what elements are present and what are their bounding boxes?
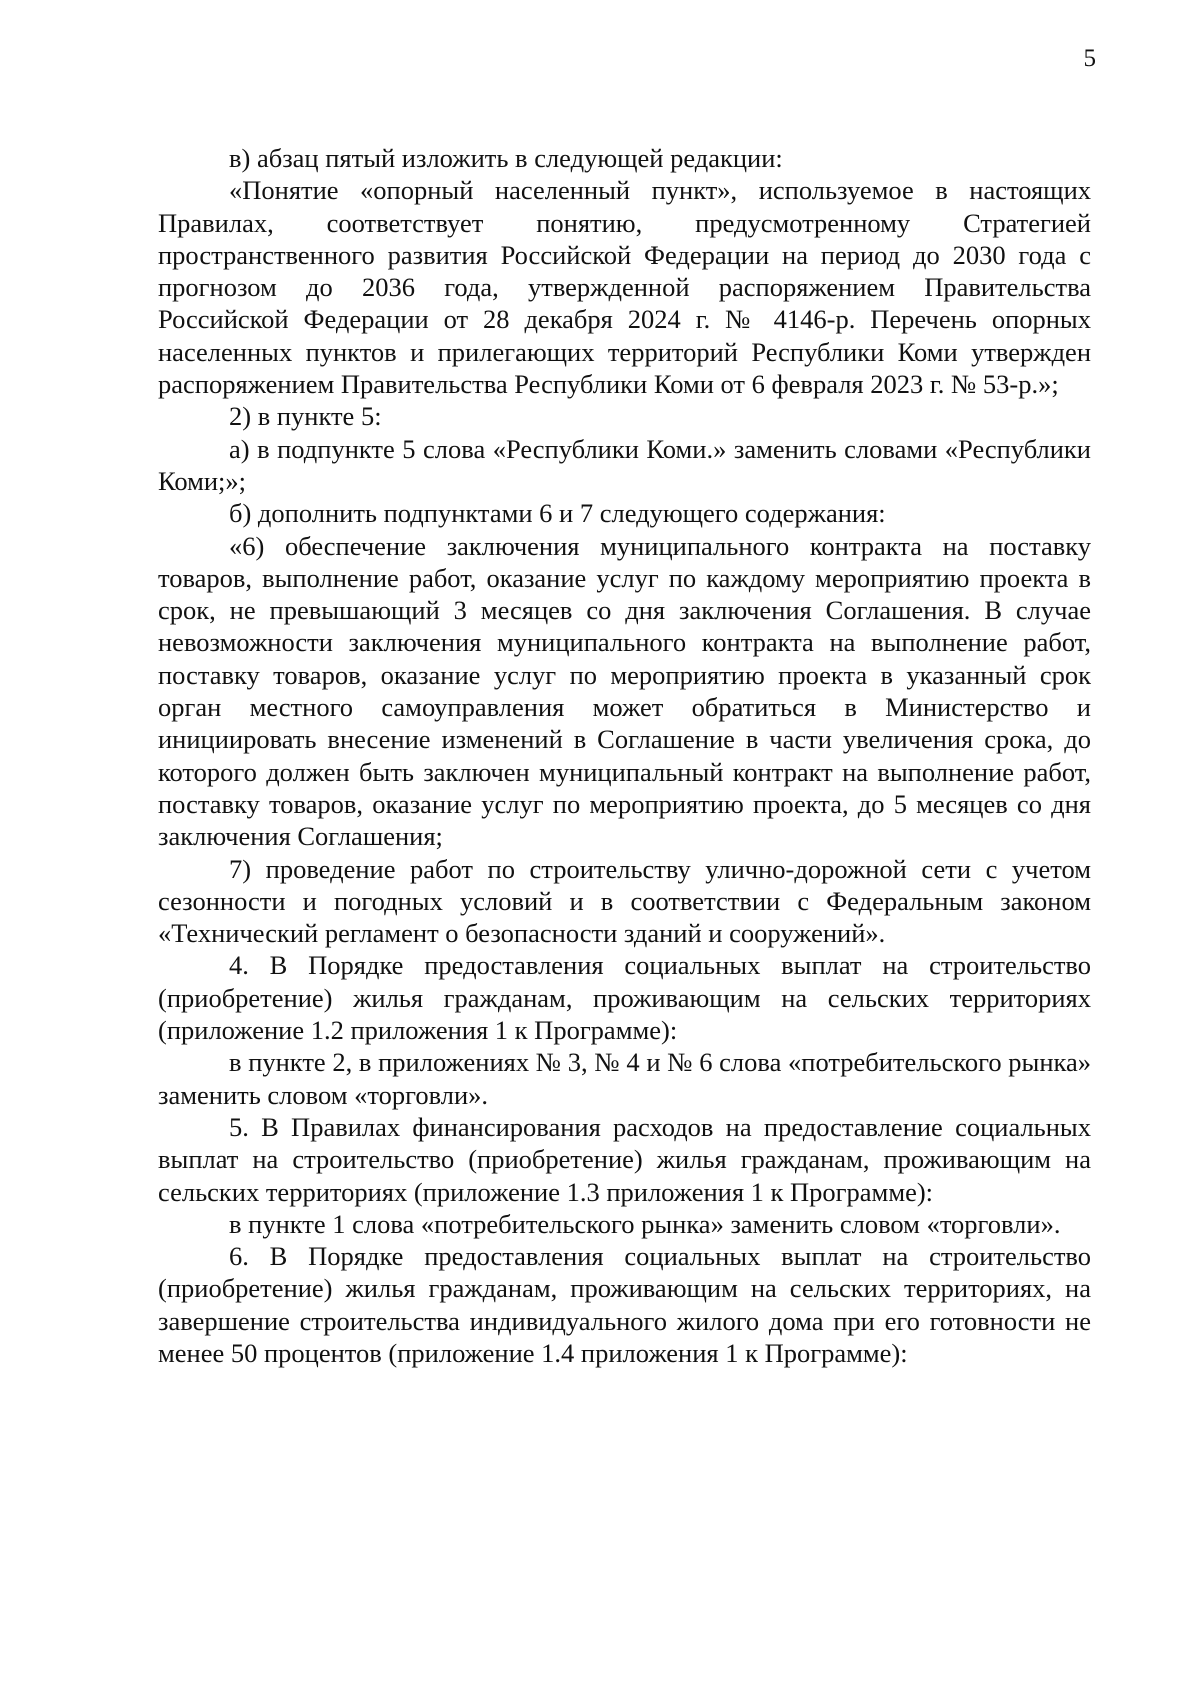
paragraph-subpoint-a: а) в подпункте 5 слова «Республики Коми.» заменить словами «Республики Коми;»; — [158, 433, 1091, 496]
paragraph-section-4: 4. В Порядке предоставления социальных выплат на строительство (приобретение) жилья гражданам, проживающим на сельских территориях (приложение 1.2 приложения 1 к Программе): — [158, 950, 1091, 1046]
paragraph-section-6: 6. В Порядке предоставления социальных выплат на строительство (приобретение) жилья гражданам, проживающим на сельских территориях, на завершение строительства индивидуального жилого дома при его готовности не менее 50 процентов (приложение 1.4 приложения 1 к Программе): — [158, 1241, 1091, 1368]
paragraph-subpoint-6: «6) обеспечение заключения муниципального контракта на поставку товаров, выполнение работ, оказание услуг по каждому мероприятию проекта в срок, не превышающий 3 месяцев со дня заключения Соглашения. В случае невозможности заключения муниципального контракта на выполнение работ, поставку товаров, оказание услуг по мероприятию проекта в указанный срок орган местного самоуправления может обратиться в Министерство и инициировать внесение изменений в Соглашение в части увеличения срока, до которого должен быть заключен муниципальный контракт на выполнение работ, поставку товаров, оказание услуг по мероприятию проекта, до 5 месяцев со дня заключения Соглашения; — [158, 530, 1091, 852]
paragraph-item-v-heading: в) абзац пятый изложить в следующей редакции: — [229, 143, 783, 173]
paragraph-section-5: 5. В Правилах финансирования расходов на предоставление социальных выплат на строительство (приобретение) жилья гражданам, проживающим на сельских территориях (приложение 1.3 приложения 1 к Программе): — [158, 1111, 1091, 1207]
paragraph-subpoint-7: 7) проведение работ по строительству улично-дорожной сети с учетом сезонности и погодных условий и в соответствии с Федеральным законом «Технический регламент о безопасности зданий и сооружений». — [158, 853, 1091, 949]
paragraph-subpoint-b: б) дополнить подпунктами 6 и 7 следующего содержания: — [229, 498, 886, 529]
paragraph-section-4-change: в пункте 2, в приложениях № 3, № 4 и № 6 слова «потребительского рынка» заменить словом «торговли». — [158, 1047, 1091, 1110]
page-number: 5 — [1083, 45, 1096, 72]
paragraph-section-5-change: в пункте 1 слова «потребительского рынка» заменить словом «торговли». — [229, 1208, 1061, 1239]
paragraph-point-2-heading: 2) в пункте 5: — [229, 401, 382, 432]
document-body — [158, 142, 1091, 1369]
paragraph-support-settlement-definition: «Понятие «опорный населенный пункт», используемое в настоящих Правилах, соответствует понятию, предусмотренному Стратегией пространственного развития Российской Федерации на период до 2030 года с прогнозом до 2036 года, утвержденной распоряжением Правительства Российской Федерации от 28 декабря 2024 г. № 4146-р. Перечень опорных населенных пунктов и прилегающих территорий Республики Коми утвержден распоряжением Правительства Республики Коми от 6 февраля 2023 г. № 53-р.»; — [158, 175, 1091, 400]
